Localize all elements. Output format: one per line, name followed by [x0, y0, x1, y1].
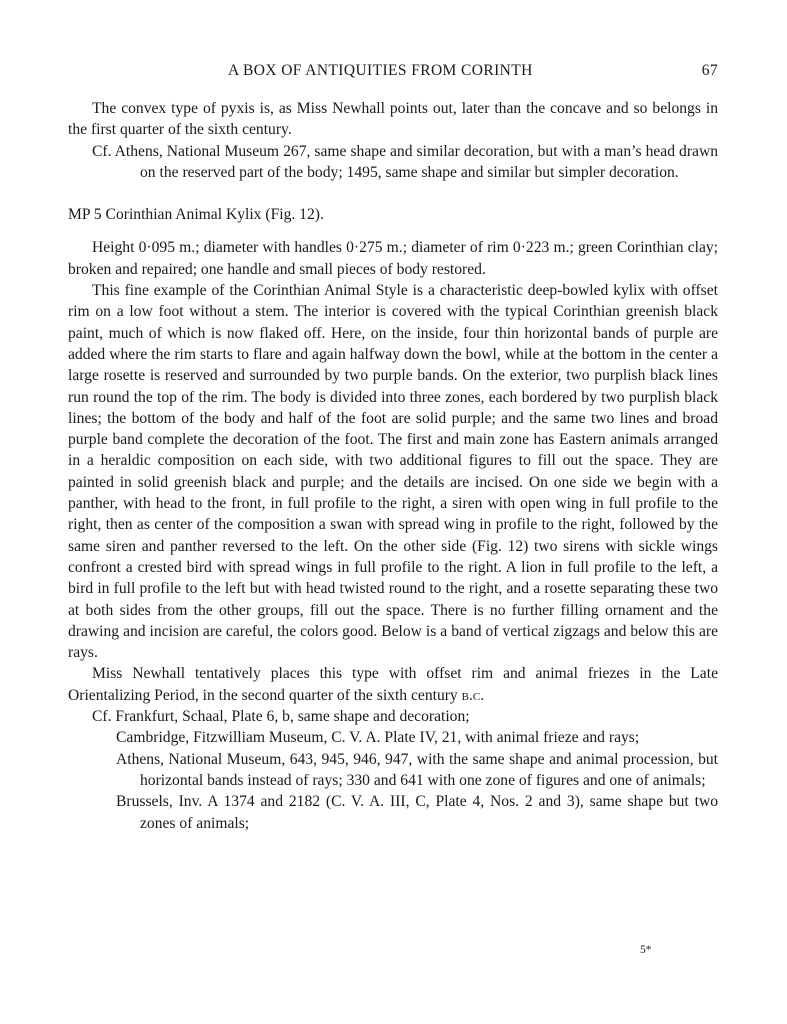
body-text: [68, 98, 718, 834]
page-number: 67: [701, 62, 718, 79]
paragraph-dating: [68, 663, 718, 706]
entry-heading: MP 5 Corinthian Animal Kylix (Fig. 12).: [68, 206, 324, 224]
dating-text: Miss Newhall tentatively places this type with offset rim and animal friezes in the Late Orientalizing Period, in the second quarter of the sixth century: [68, 665, 718, 704]
comparanda-athens: Athens, National Museum, 643, 945, 946, 947, with the same shape and animal procession, but horizontal bands instead of rays; 330 and 641 with one zone of figures and one of animals;: [116, 750, 718, 789]
comparanda-frankfurt: Cf. Frankfurt, Schaal, Plate 6, b, same shape and decoration;: [92, 708, 470, 726]
paragraph-measurements: Height 0·095 m.; diameter with handles 0·275 m.; diameter of rim 0·223 m.; green Corinthian clay; broken and repaired; one handle and small pieces of body restored.: [68, 239, 718, 278]
running-title: A BOX OF ANTIQUITIES FROM CORINTH: [228, 62, 533, 79]
signature-mark: 5*: [640, 944, 652, 956]
spacer: [68, 225, 718, 237]
paragraph-description: This fine example of the Corinthian Animal Style is a characteristic deep-bowled kylix with offset rim on a low foot without a stem. The interior is covered with the typical Corinthian greenish black paint, much of which is now flaked off. Here, on the inside, four thin horizontal bands of purple are added where the rim starts to flare and again halfway down the bowl, while at the bottom in the center a large rosette is reserved and surrounded by two purple bands. On the exterior, two purplish black lines run round the top of the rim. The body is divided into three zones, each bordered by two purplish black lines; the bottom of the body and half of the foot are solid purple; and the same two lines and broad purple band complete the decoration of the foot. The first and main zone has Eastern animals arranged in a heraldic composition on each side, with two additional figures to fill out the space. They are painted in solid greenish black and purple; and the details are incised. On one side we begin with a panther, with head to the front, in full profile to the right, a siren with open wing in full profile to the right, then as center of the composition a swan with spread wing in profile to the right, followed by the same siren and panther reversed to the left. On the other side (Fig. 12) two sirens with sickle wings confront a crested bird with spread wings in full profile to the right. A lion in full profile to the left, a bird in full profile to the left but with head twisted round to the right, and a rosette separating these two at both sides from the other groups, fill out the space. There is no further filling ornament and the drawing and incision are careful, the colors good. Below is a band of vertical zigzags and below this are rays.: [68, 282, 718, 662]
comparanda-pyxis: Cf. Athens, National Museum 267, same shape and similar decoration, but with a man’s head drawn on the reserved part of the body; 1495, same shape and similar but simpler decoration.: [92, 142, 718, 181]
spacer: [68, 183, 718, 204]
comparanda-cambridge: Cambridge, Fitzwilliam Museum, C. V. A. Plate IV, 21, with animal frieze and rays;: [116, 729, 640, 747]
era-abbrev: b.c.: [461, 686, 485, 704]
comparanda-brussels: Brussels, Inv. A 1374 and 2182 (C. V. A. III, C, Plate 4, Nos. 2 and 3), same shape but two zones of animals;: [116, 793, 718, 832]
paragraph-pyxis: The convex type of pyxis is, as Miss Newhall points out, later than the concave and so belongs in the first quarter of the sixth century.: [68, 100, 718, 139]
